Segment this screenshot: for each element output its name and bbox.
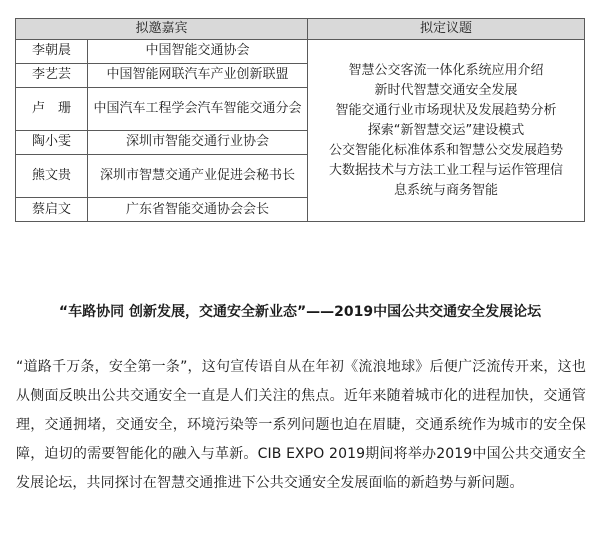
guest-name: 蔡启文 [16, 198, 88, 222]
article-headline: “车路协同 创新发展，交通安全新业态”——2019中国公共交通安全发展论坛 [58, 304, 542, 320]
guest-name: 熊文贵 [16, 154, 88, 197]
topic-item: 探索“新智慧交运”建设模式 [367, 122, 525, 138]
guest-name: 李朝晨 [16, 40, 88, 64]
guest-org: 广东省智能交通协会会长 [88, 198, 308, 222]
header-guests: 拟邀嘉宾 [16, 19, 308, 40]
table-row [16, 40, 585, 64]
guest-name: 卢 珊 [16, 87, 88, 130]
guest-org: 深圳市智能交通行业协会 [88, 130, 308, 154]
guest-name: 李艺芸 [16, 63, 88, 87]
topic-item: 智能交通行业市场现状及发展趋势分析 [335, 102, 557, 118]
guest-org: 深圳市智慧交通产业促进会秘书长 [88, 154, 308, 197]
guest-org: 中国智能交通协会 [88, 40, 308, 64]
topic-item: 公交智能化标准体系和智慧公交发展趋势 [329, 142, 564, 158]
topic-item: 智慧公交客流一体化系统应用介绍 [348, 62, 544, 78]
guest-name: 陶小雯 [16, 130, 88, 154]
header-topics: 拟定议题 [308, 19, 585, 40]
topic-item: 息系统与商务智能 [394, 182, 499, 198]
topic-item: 新时代智慧交通安全发展 [374, 82, 518, 98]
guest-org: 中国汽车工程学会汽车智能交通分会 [88, 87, 308, 130]
topics-cell [308, 40, 585, 222]
topic-item: 大数据技术与方法工业工程与运作管理信 [329, 162, 564, 178]
guest-org: 中国智能网联汽车产业创新联盟 [88, 63, 308, 87]
article-paragraph: “道路千万条，安全第一条”，这句宣传语自从在年初《流浪地球》后便广泛流传开来，这也从侧面反映出公共交通安全一直是人们关注的焦点。近年来随着城市化的进程加快，交通管理，交通拥堵，交通安全，环境污染等一系列问题也迫在眉睫，交通系统作为城市的安全保障，迫切的需要智能化的融入与革新。CIB EXPO 2019期间将举办2019中国公共交通安全发展论坛，共同探讨在智慧交通推进下公共交通安全发展面临的新趋势与新问题。 [16, 359, 586, 491]
guest-topic-table [15, 18, 585, 222]
